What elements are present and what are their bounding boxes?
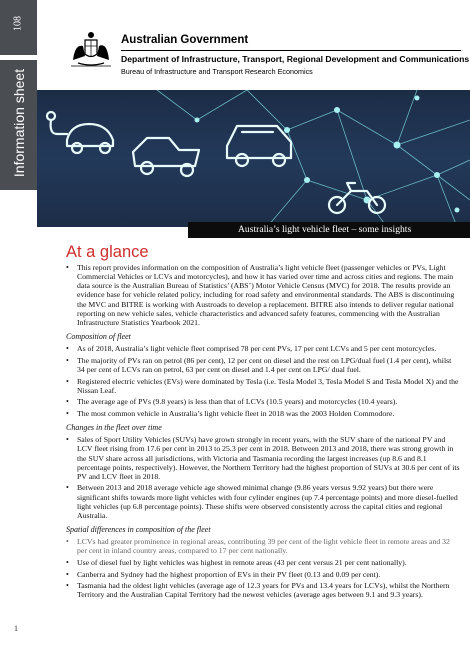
page-badge-number: 108: [12, 16, 24, 31]
vehicle-network-illustration: [37, 90, 470, 227]
government-name: Australian Government: [121, 34, 249, 46]
list-item: • The majority of PVs ran on petrol (86 per cent), 12 per cent on diesel and the rest on LPG/dual fuel (1.4 per cent), whilst 34 per cent of LCVs ran on petrol, 63 per cent on diesel and 1.4 per cent on LPG/ dual fuel.: [66, 356, 460, 374]
letterhead: [68, 30, 468, 86]
section-title: Changes in the fleet over time: [66, 423, 162, 433]
spatial-list: [66, 537, 460, 599]
changes-list: [66, 435, 460, 520]
list-item: • Sales of Sport Utility Vehicles (SUVs) have grown strongly in recent years, with the SUV share of the national PV and LCV fleet rising from 17.6 per cent in 2013 to 25.3 per cent in 2018. Between 2013 and 2018, there was strong growth in the SUV share across all jurisdictions, with Victoria and Tasmania recording the largest increases (up 8.6 and 8.1 percentage points, respectively). However, the Northern Territory had the highest proportion of SUVs at 30.6 per cent of its PV and LCV fleet in 2018.: [66, 435, 460, 481]
section-title: Spatial differences in composition of the fleet: [66, 525, 211, 535]
list-item: • As of 2018, Australia’s light vehicle fleet comprised 78 per cent PVs, 17 per cent LCVs and 5 per cent motorcycles.: [66, 344, 460, 353]
department-name: Department of Infrastructure, Transport, Regional Development and Communications: [121, 54, 470, 64]
page-badge: [0, 0, 37, 55]
coat-of-arms-icon: [68, 30, 114, 70]
list-item: • The most common vehicle in Australia’s light vehicle fleet in 2018 was the 2003 Holden Commodore.: [66, 409, 460, 418]
section-title: Composition of fleet: [66, 332, 131, 342]
composition-list: [66, 344, 460, 418]
intro-list: [66, 263, 460, 327]
banner-caption: Australia’s light vehicle fleet – some insights: [188, 222, 470, 238]
list-item: • The average age of PVs (9.8 years) is less than that of LCVs (10.5 years) and motorcycles (10.4 years).: [66, 397, 460, 406]
page-number: 1: [14, 624, 18, 633]
list-item: • Registered electric vehicles (EVs) were dominated by Tesla (i.e. Tesla Model 3, Tesla Model S and Tesla Model X) and the Nissan Leaf.: [66, 377, 460, 395]
document-type-label: Information sheet: [11, 68, 27, 178]
main-content: [66, 243, 460, 602]
page-heading: At a glance: [66, 243, 149, 261]
sidebar: [0, 0, 37, 665]
list-item: • Use of diesel fuel by light vehicles was highest in remote areas (43 per cent versus 21 per cent nationally).: [66, 558, 460, 567]
list-item: • LCVs had greater prominence in regional areas, contributing 39 per cent of the light vehicle fleet in remote areas and 32 per cent in inland country areas, compared to 17 per cent nationally.: [66, 537, 460, 555]
list-item: • Between 2013 and 2018 average vehicle age showed minimal change (9.86 years versus 9.92 years) but there were significant shifts towards more light vehicles with four cylinder engines (up 7.4 percentage points) and more diesel-fuelled light vehicles (up 6.8 percentage points). These shifts were observed consistently across the capital cities and regional Australia.: [66, 483, 460, 520]
document-type-tab: [0, 60, 37, 190]
banner-illustration: [37, 90, 470, 227]
bureau-name: Bureau of Infrastructure and Transport Research Economics: [121, 67, 313, 76]
intro-paragraph: • This report provides information on the composition of Australia’s light vehicle fleet (passenger vehicles or PVs, Light Commercial Vehicles or LCVs and motorcycles), and how it has varied over time and across cities and regions. The main data source is the Australian Bureau of Statistics’ (ABS’) Motor Vehicle Census (MVC) for 2018. The results provide an evidence base for vehicle related policy, including for road safety and environmental standards. The ABS is discontinuing the MVC and BITRE is working with Austroads to develop a replacement. BITRE also intends to deliver regular national reporting on new vehicle sales, vehicle characteristics and advanced safety features, commencing with the Australian Infrastructure Statistics Yearbook 2021.: [66, 263, 460, 327]
header-rule: [121, 50, 461, 51]
list-item: • Canberra and Sydney had the highest proportion of EVs in their PV fleet (0.13 and 0.09 per cent).: [66, 570, 460, 579]
list-item: • Tasmania had the oldest light vehicles (average age of 12.3 years for PVs and 13.4 years for LCVs), whilst the Northern Territory and the Australian Capital Territory had the newest vehicles (average ages between 9.1 and 9.3 years).: [66, 581, 460, 599]
